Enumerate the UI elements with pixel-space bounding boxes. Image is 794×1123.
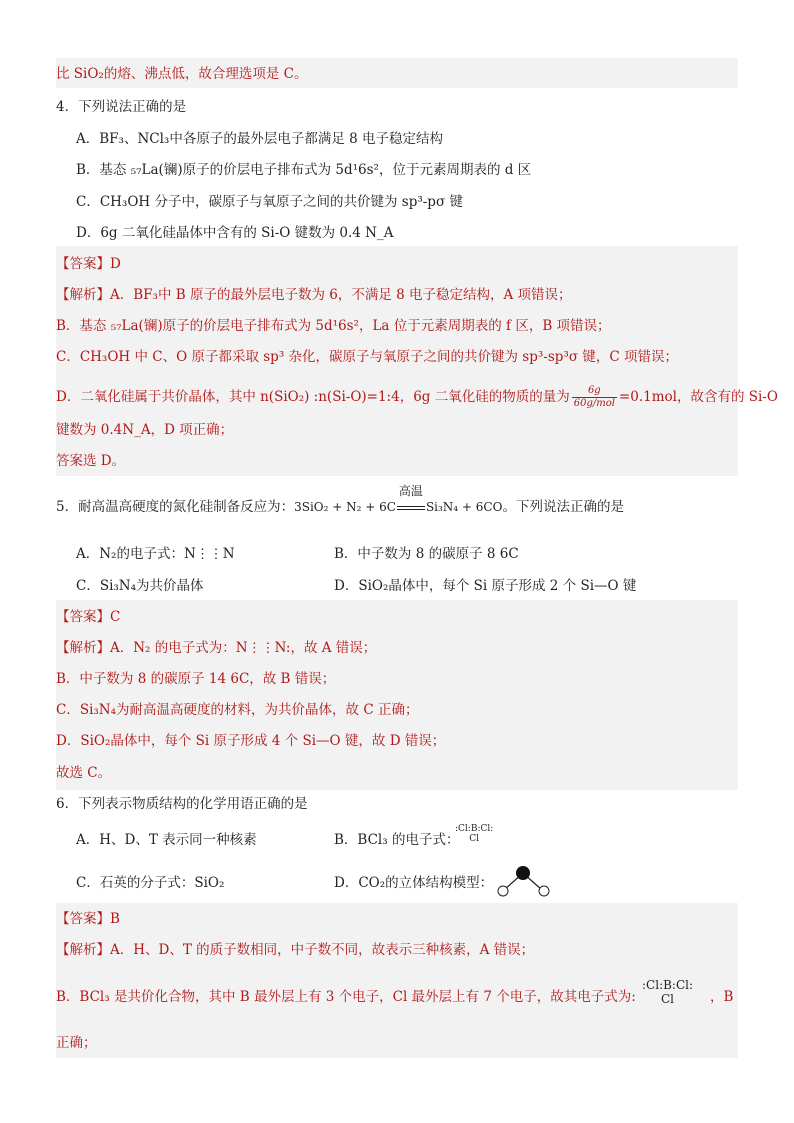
bcl3-lewis-small-bottom: Cl bbox=[469, 834, 480, 844]
q6-option-b: B．BCl₃ 的电子式： bbox=[334, 832, 460, 848]
q4-analysis-a bbox=[56, 285, 572, 305]
q6-answer-label: 【答案】 bbox=[56, 911, 110, 927]
q5-stem-suffix: 。下列说法正确的是 bbox=[502, 499, 624, 515]
q6-option-a: A．H、D、T 表示同一种核素 bbox=[76, 832, 257, 848]
bcl3-lewis-large bbox=[642, 978, 693, 1006]
q5-stem-prefix: 5．耐高温高硬度的氮化硅制备反应为： bbox=[56, 499, 295, 515]
co2-model-image bbox=[494, 862, 554, 898]
q4-option-c: C．CH₃OH 分子中，碳原子与氧原子之间的共价键为 sp³-pσ 键 bbox=[76, 194, 463, 210]
q4-answer-label: 【答案】 bbox=[56, 256, 110, 272]
q5-option-c: C．Si₃N₄为共价晶体 bbox=[76, 578, 204, 594]
q4-analysis-label: 【解析】 bbox=[56, 287, 110, 303]
reaction-arrow bbox=[396, 484, 426, 517]
q4-analysis-d-text: D．二氧化硅属于共价晶体，其中 n(SiO₂) :n(Si-O)=1:4，6g 二氧化硅的物质的量为 bbox=[56, 389, 570, 405]
fraction-denominator: 60g/mol bbox=[573, 398, 615, 409]
q5-analysis-label: 【解析】 bbox=[56, 640, 110, 656]
co2-oxygen-atom-left bbox=[498, 886, 508, 896]
q5-option-a: A．N₂的电子式：N⋮⋮N bbox=[76, 546, 235, 562]
fraction bbox=[572, 385, 617, 410]
q5-analysis-d: D．SiO₂晶体中，每个 Si 原子形成 4 个 Si—O 键，故 D 错误； bbox=[56, 733, 446, 749]
q4-analysis-d-cont: 键数为 0.4N_A，D 项正确； bbox=[56, 422, 234, 438]
bcl3-lewis-large-bottom: Cl bbox=[661, 992, 675, 1006]
shade-block-q5-answer bbox=[56, 600, 738, 790]
equation-right: Si₃N₄ + 6CO bbox=[425, 500, 503, 514]
bcl3-lewis-small-top: :Cl:B:Cl: bbox=[455, 824, 494, 834]
q4-option-d: D．6g 二氧化硅晶体中含有的 Si-O 键数为 0.4 N_A bbox=[76, 225, 394, 241]
shade-block-q6-answer bbox=[56, 903, 738, 1058]
q5-analysis-c: C．Si₃N₄为耐高温高硬度的材料，为共价晶体，故 C 正确； bbox=[56, 702, 419, 718]
q4-analysis-d bbox=[56, 385, 778, 410]
q4-answer bbox=[56, 254, 121, 274]
q5-analysis-a-text: A．N₂ 的电子式为：N⋮⋮N:，故 A 错误； bbox=[110, 640, 377, 656]
q6-option-d: D．CO₂的立体结构模型： bbox=[334, 875, 494, 891]
q5-conclusion: 故选 C。 bbox=[56, 765, 112, 781]
q6-analysis-b-cont: 正确； bbox=[56, 1035, 97, 1051]
q6-answer bbox=[56, 909, 120, 929]
co2-carbon-atom bbox=[516, 866, 530, 880]
q5-answer-value: C bbox=[110, 609, 121, 625]
q5-answer-label: 【答案】 bbox=[56, 609, 110, 625]
equals-sign bbox=[397, 506, 425, 510]
bcl3-lewis-small bbox=[455, 824, 493, 844]
reaction-condition: 高温 bbox=[398, 484, 423, 498]
q5-stem bbox=[56, 484, 624, 517]
q6-analysis-b: B．BCl₃ 是共价化合物，其中 B 最外层上有 3 个电子，Cl 最外层上有 7 个电子，故其电子式为: bbox=[56, 989, 636, 1005]
q4-analysis-a-text: A．BF₃中 B 原子的最外层电子数为 6，不满足 8 电子稳定结构，A 项错误； bbox=[110, 287, 572, 303]
q4-analysis-c: C．CH₃OH 中 C、O 原子都采取 sp³ 杂化，碳原子与氧原子之间的共价键为 sp³-sp³σ 键，C 项错误； bbox=[56, 349, 678, 365]
q6-stem: 6．下列表示物质结构的化学用语正确的是 bbox=[56, 796, 308, 812]
q6-analysis-b-tail: ，B bbox=[710, 989, 734, 1005]
q6-analysis-label: 【解析】 bbox=[56, 942, 110, 958]
q6-analysis-a-text: A．H、D、T 的质子数相同，中子数不同，故表示三种核素，A 错误； bbox=[110, 942, 535, 958]
q4-conclusion: 答案选 D。 bbox=[56, 453, 126, 469]
q5-analysis-a bbox=[56, 638, 376, 658]
q4-analysis-b: B．基态 ₅₇La(镧)原子的价层电子排布式为 5d¹6s²，La 位于元素周期表的 f 区，B 项错误； bbox=[56, 318, 611, 334]
q5-option-d: D．SiO₂晶体中，每个 Si 原子形成 2 个 Si—O 键 bbox=[334, 578, 637, 594]
q4-option-b: B．基态 ₅₇La(镧)原子的价层电子排布式为 5d¹6s²，位于元素周期表的 d 区 bbox=[76, 162, 532, 178]
q4-analysis-d-tail: =0.1mol，故含有的 Si-O bbox=[618, 389, 778, 405]
q4-stem: 4．下列说法正确的是 bbox=[56, 99, 187, 115]
q4-answer-value: D bbox=[110, 256, 121, 272]
q5-option-b: B．中子数为 8 的碳原子 8 6C bbox=[334, 546, 519, 562]
equation-left: 3SiO₂ + N₂ + 6C bbox=[294, 500, 396, 514]
q5-analysis-b: B．中子数为 8 的碳原子 14 6C，故 B 错误； bbox=[56, 671, 336, 687]
co2-oxygen-atom-right bbox=[539, 886, 549, 896]
q4-option-a: A．BF₃、NCl₃中各原子的最外层电子都满足 8 电子稳定结构 bbox=[76, 131, 443, 147]
q6-option-c: C．石英的分子式：SiO₂ bbox=[76, 875, 225, 891]
q6-analysis-a bbox=[56, 940, 534, 960]
q6-answer-value: B bbox=[110, 911, 120, 927]
bcl3-lewis-large-top: :Cl:B:Cl: bbox=[642, 978, 694, 992]
top-line: 比 SiO₂的熔、沸点低，故合理选项是 C。 bbox=[56, 66, 308, 82]
q5-answer bbox=[56, 607, 120, 627]
fraction-numerator: 6g bbox=[572, 385, 617, 398]
